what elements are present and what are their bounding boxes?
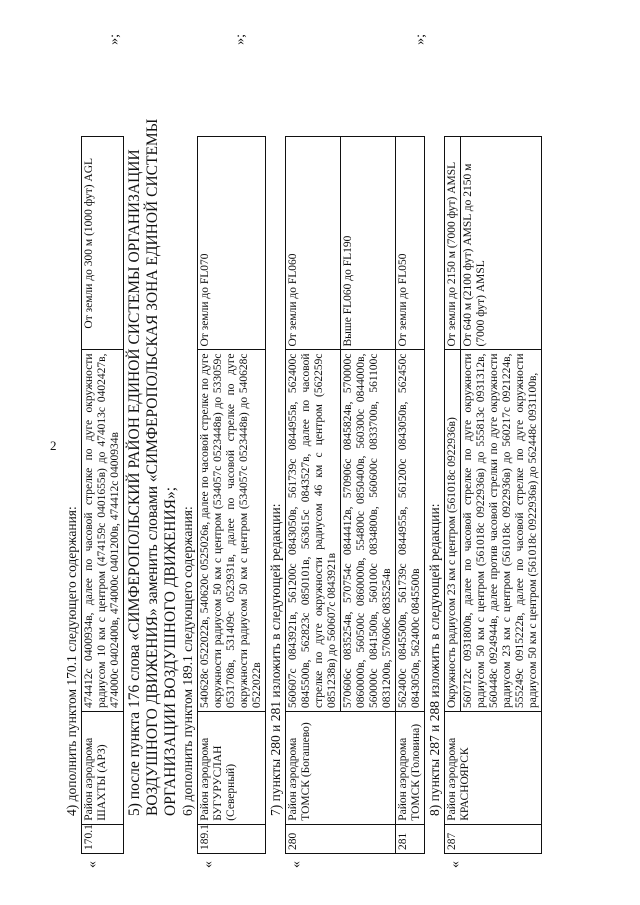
table-row [445,137,461,854]
coordinates: 570606с 0835254в, 570754с 0844412в, 570906с 0845824в, 570000с 0860000в, 560500с 0860000в, 554800с 0850400в, 560300с 0844000в, 560000с 0841500в, 560100с 0834800в, 560600с 0833700в, 561100с 0831200в, 570606с 0835254в [341,350,396,712]
altitude-limits: От земли до 2150 м (7000 фут) AMSL [445,137,461,351]
altitude-limits: От земли до 300 м (1000 фут) AGL [82,137,124,351]
row-number: 170.1 [82,824,124,853]
item-8-table [444,136,542,854]
altitude-limits: От земли до FL070 [198,137,266,351]
item-4-heading: 4) дополнить пунктом 170.1 следующего содержания: [64,506,79,816]
altitude-limits: От земли до FL060 [286,137,341,351]
coordinates: 560712с 0931800в, далее по часовой стрелке по дуге окружности радиусом 50 км с центром (561018с 0922936в) до 555813с 0931312в, 560448с 0924944в, далее против часовой стрелки по дуге окружности радиусом 23 км с центром (561018с 0922936в) до 560217с 0921224в, 555249с 0915222в, далее по часовой стрелке по дуге окружности радиусом 50 км с центром (561018с 0922936в) до 562448с 0931100в, [461,350,542,712]
row-number: 281 [396,824,425,853]
coordinates: 562400с 0845500в, 561739с 0844955в, 561200с 0843050в, 562450с 0843050в, 562400с 0845500в [396,350,425,712]
coordinates: Окружность радиусом 23 км с центром (561018с 0922936в) [445,350,461,712]
open-quote: « [201,861,216,868]
item-7-heading: 7) пункты 280 и 281 изложить в следующей редакции: [268,503,283,816]
open-quote: « [85,861,100,868]
altitude-limits: От земли до FL050 [396,137,425,351]
item-7-table-block [285,34,428,868]
row-number: 189.1 [198,824,266,853]
item-5-text: 5) после пункта 176 слова «СИМФЕРОПОЛЬСКИЙ РАЙОН ЕДИНОЙ СИСТЕМЫ ОРГАНИЗАЦИИ ВОЗДУШНОГО ДВИЖЕНИЯ» заменить словами «СИМФЕРОПОЛЬСКАЯ ЗОНА ЕДИНОЙ СИСТЕМЫ ОРГАНИЗАЦИИ ВОЗДУШНОГО ДВИЖЕНИЯ»; [126,118,179,816]
open-quote: « [448,861,463,868]
table-row [198,137,266,854]
item-6-table-block [197,34,266,868]
open-quote: « [289,861,304,868]
coordinates: 474412с 0400934в, далее по часовой стрелке по дуге окружности радиусом 10 км с центром (474159с 0401655в) до 474013с 0402427в, 474000с 0402400в, 474000с 0401200в, 474412с 0400934в [82,350,124,712]
item-6-table [197,136,266,854]
item-6-heading: 6) дополнить пунктом 189.1 следующего содержания: [180,506,195,816]
close-quote: »; [233,34,248,45]
item-7-table [285,136,425,854]
item-4-table [81,136,124,854]
coordinates: 540628с 0522022в, 540620с 0525026в, далее по часовой стрелке по дуге окружности радиусом 50 км с центром (534057с 0523448в) до 533059с 0531708в, 531409с 0523931в, далее по часовой стрелке по дуге окружности радиусом 50 км с центром (534057с 0523448в) до 540628с 0522022в [198,350,266,712]
aerodrome-name: Район аэродрома ТОМСК (Головина) [396,712,425,825]
item-4-table-block [81,34,124,868]
row-number: 287 [445,824,542,853]
altitude-limits: Выше FL060 до FL190 [341,137,396,351]
aerodrome-name: Район аэродрома ШАХТЫ (АРЗ) [82,712,124,825]
table-row [396,137,425,854]
item-8-table-block [444,54,542,868]
page-number: 2 [50,438,57,453]
aerodrome-name: Район аэродрома КРАСНОЯРСК [445,712,542,825]
document-body [64,34,584,868]
table-row [82,137,124,854]
coordinates: 560607с 0843921в, 561200с 0843050в, 561739с 0844955в, 562400с 0845500в, 562823с 0850101в, 563615с 0843527в, далее по часовой стрелке по дуге окружности радиусом 46 км с центром (562259с 0851238в) до 560607с 0843921в [286,350,341,712]
close-quote: »; [413,34,428,45]
aerodrome-name: Район аэродрома ТОМСК (Богашево) [286,712,396,825]
close-quote: »; [107,34,122,45]
item-8-heading: 8) пункты 287 и 288 изложить в следующей редакции: [427,503,442,816]
altitude-limits: От 640 м (2100 фут) AMSL до 2150 м (7000 фут) AMSL [461,137,542,351]
aerodrome-name: Район аэродрома БУГУРУСЛАН (Северный) [198,712,266,825]
table-row [286,137,341,854]
row-number: 280 [286,824,396,853]
